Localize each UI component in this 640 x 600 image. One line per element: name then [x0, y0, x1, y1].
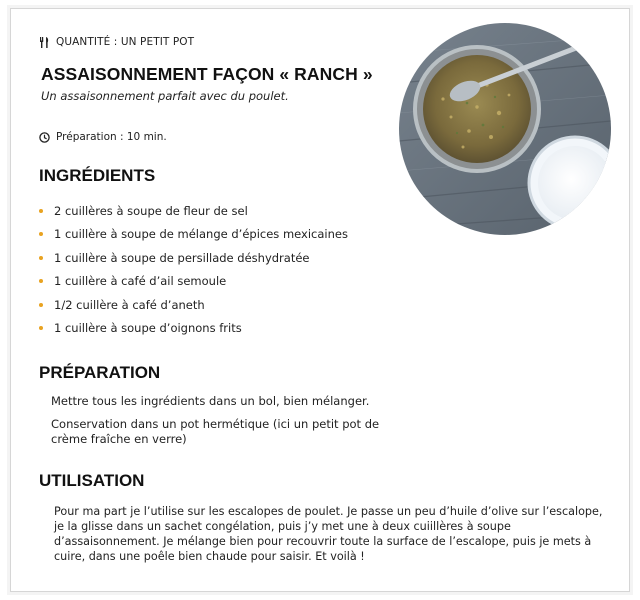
bullet-dot: [39, 303, 43, 307]
cutlery-icon: [39, 37, 50, 48]
recipe-subtitle: Un assaisonnement parfait avec du poulet.: [41, 89, 289, 103]
seasoning-jar-image: [399, 23, 611, 235]
clock-icon: [39, 132, 50, 143]
utilisation-heading: UTILISATION: [39, 471, 145, 490]
bullet-dot: [39, 232, 43, 236]
recipe-photo: [399, 23, 611, 235]
list-item: 1 cuillère à soupe de persillade déshydratée: [39, 246, 348, 270]
preparation-step: Mettre tous les ingrédients dans un bol, bien mélanger.: [51, 394, 370, 408]
list-item: 1 cuillère à soupe de mélange d’épices mexicaines: [39, 223, 348, 247]
bullet-dot: [39, 256, 43, 260]
preparation-heading: PRÉPARATION: [39, 363, 161, 382]
quantity-line: [39, 36, 194, 48]
bullet-dot: [39, 279, 43, 283]
ingredients-heading: INGRÉDIENTS: [39, 166, 156, 185]
list-item: 1/2 cuillère à café d’aneth: [39, 293, 348, 317]
recipe-card: [10, 8, 630, 592]
list-item: 1 cuillère à café d’ail semoule: [39, 270, 348, 294]
recipe-title: ASSAISONNEMENT FAÇON « RANCH »: [41, 64, 373, 84]
utilisation-text: Pour ma part je l’utilise sur les escalopes de poulet. Je passe un peu d’huile d’olive sur l’escalope, je la glisse dans un sachet congélation, puis j’y met une à deux cuiillères à soupe d’assaisonnement. Je mélange bien pour recouvrir toute la surface de l’escalope, puis je mets à cuire, dans une poêle bien chaude pour saisir. Et voilà !: [54, 505, 603, 563]
prep-time-line: [39, 131, 167, 143]
ingredients-list: [39, 199, 348, 340]
bullet-dot: [39, 326, 43, 330]
list-item: 1 cuillère à soupe d’oignons frits: [39, 317, 348, 341]
preparation-step: Conservation dans un pot hermétique (ici un petit pot de crème fraîche en verre): [51, 417, 380, 446]
bullet-dot: [39, 209, 43, 213]
prep-time-text: Préparation : 10 min.: [56, 131, 167, 143]
list-item: 2 cuillères à soupe de fleur de sel: [39, 199, 348, 223]
quantity-text: QUANTITÉ : UN PETIT POT: [56, 36, 195, 48]
